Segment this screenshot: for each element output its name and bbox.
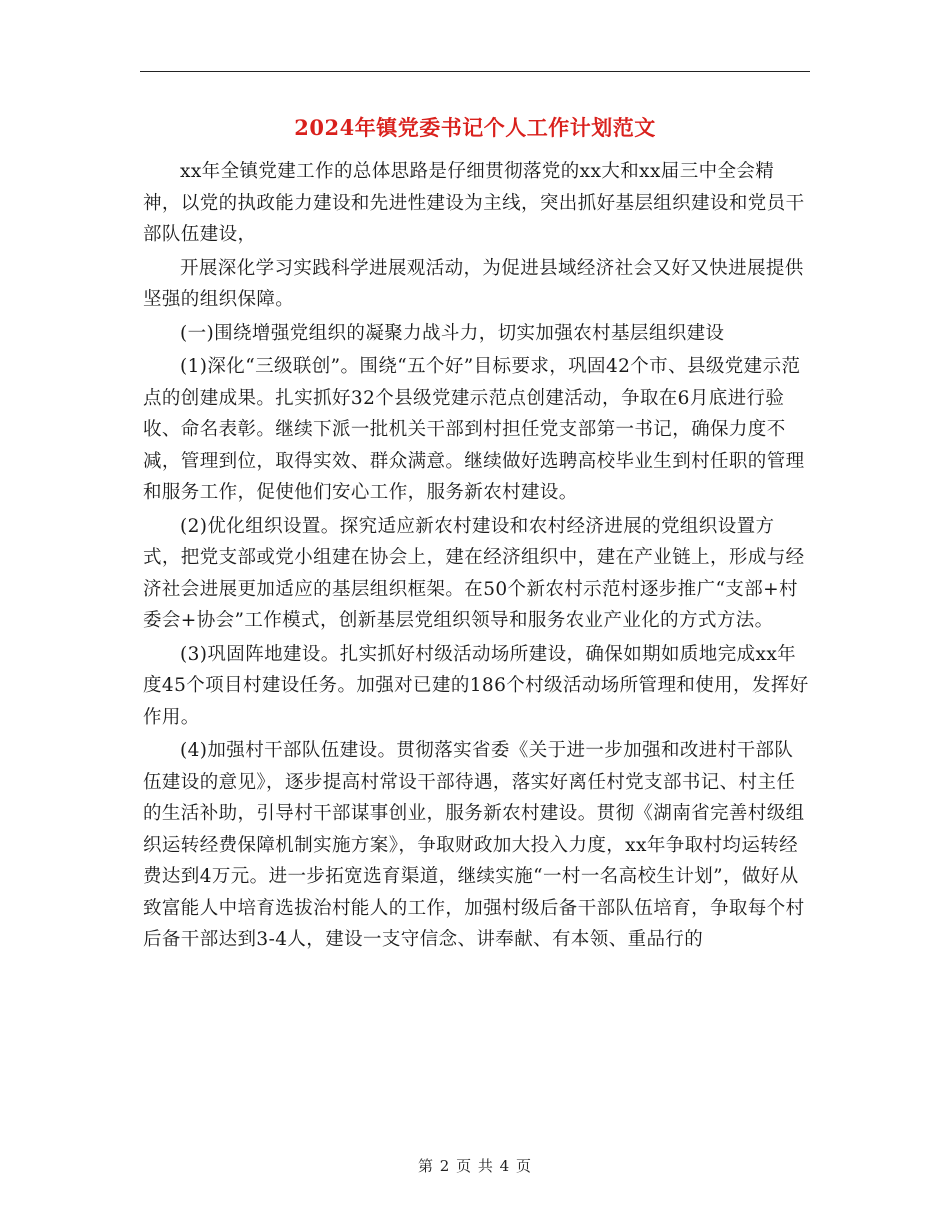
- document-title: 2024年镇党委书记个人工作计划范文: [294, 115, 656, 140]
- paragraph-item-4: (4)加强村干部队伍建设。贯彻落实省委《关于进一步加强和改进村干部队伍建设的意见》，逐步提高村常设干部待遇，落实好离任村党支部书记、村主任的生活补助，引导村干部谋事创业，服务新农村建设。贯彻《湖南省完善村级组织运转经费保障机制实施方案》，争取财政加大投入力度，xx年争取村均运转经费达到4万元。进一步拓宽选育渠道，继续实施“一村一名高校生计划”，做好从致富能人中培育选拔治村能人的工作，加强村级后备干部队伍培育，争取每个村后备干部达到3-4人，建设一支守信念、讲奉献、有本领、重品行的: [143, 740, 805, 950]
- paragraph-item-2: (2)优化组织设置。探究适应新农村建设和农村经济进展的党组织设置方式，把党支部或党小组建在协会上，建在经济组织中，建在产业链上，形成与经济社会进展更加适应的基层组织框架。在50个新农村示范村逐步推广“支部+村委会+协会”工作模式，创新基层党组织领导和服务农业产业化的方式方法。: [143, 515, 805, 631]
- paragraph-item-3: (3)巩固阵地建设。扎实抓好村级活动场所建设，确保如期如质地完成xx年度45个项目村建设任务。加强对已建的186个村级活动场所管理和使用，发挥好作用。: [143, 643, 809, 728]
- paragraph-item-1: (1)深化“三级联创”。围绕“五个好”目标要求，巩固42个市、县级党建示范点的创建成果。扎实抓好32个县级党建示范点创建活动，争取在6月底进行验收、命名表彰。继续下派一批机关干部到村担任党支部第一书记，确保力度不减，管理到位，取得实效、群众满意。继续做好选聘高校毕业生到村任职的管理和服务工作，促使他们安心工作，服务新农村建设。: [143, 356, 805, 503]
- paragraph-2: 开展深化学习实践科学进展观活动，为促进县域经济社会又好又快进展提供坚强的组织保障。: [143, 257, 804, 310]
- header-rule: [140, 71, 810, 72]
- section-heading-1: (一)围绕增强党组织的凝聚力战斗力，切实加强农村基层组织建设: [180, 322, 725, 344]
- paragraph-1: xx年全镇党建工作的总体思路是仔细贯彻落党的xx大和xx届三中全会精神，以党的执政能力建设和先进性建设为主线，突出抓好基层组织建设和党员干部队伍建设，: [143, 161, 805, 245]
- page-number-footer: 第 2 页 共 4 页: [418, 1157, 532, 1175]
- document-body: [143, 156, 810, 958]
